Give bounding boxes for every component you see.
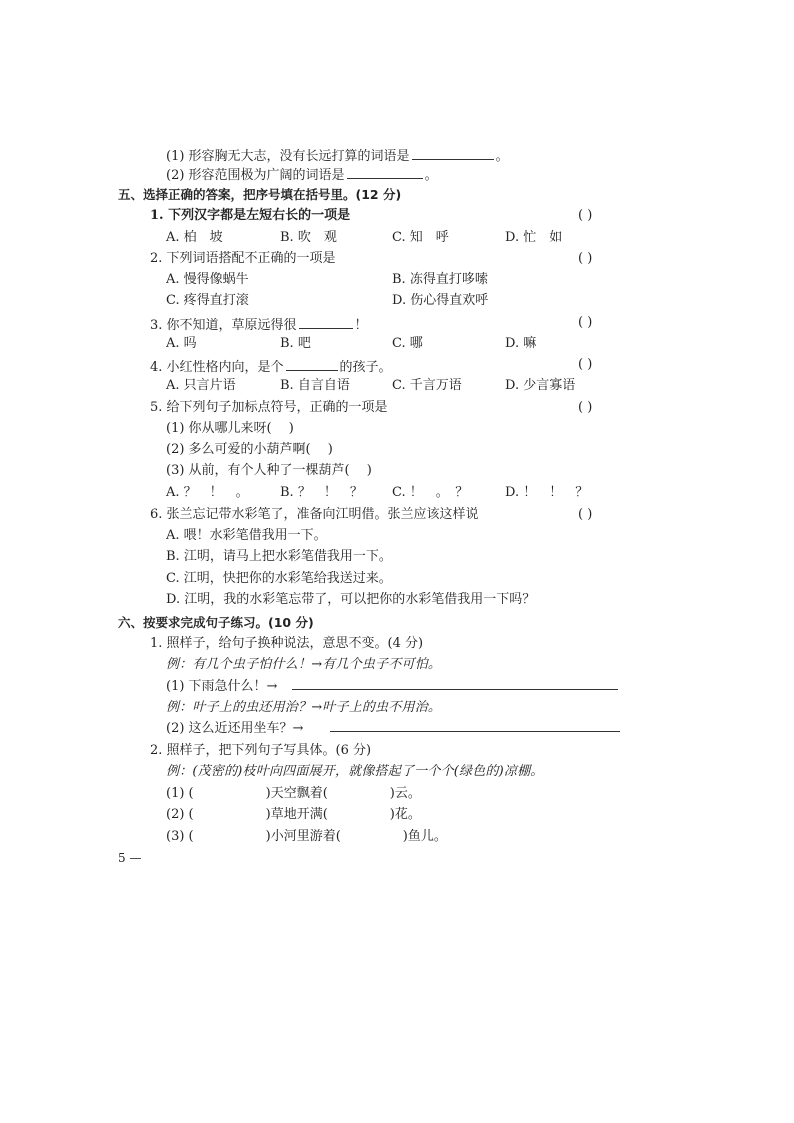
s6-q2-stem: 2. 照样子，把下列句子写具体。(6 分) [150, 743, 372, 758]
q3-answer-paren[interactable]: ( ) [578, 315, 593, 330]
answer-blank[interactable] [347, 165, 423, 179]
s6-q2-item-1 [166, 786, 421, 802]
q3-opt-c: C. 哪 [392, 336, 423, 351]
q4-opt-b: B. 自言自语 [280, 378, 350, 393]
fill-item-2-end: 。 [424, 168, 438, 183]
q4-stem [150, 357, 392, 376]
q1-stem-text: 1. 下列汉字都是左短右长的一项是 [150, 208, 351, 223]
q6-opt-d: D. 江明，我的水彩笔忘带了，可以把你的水彩笔借我用一下吗？ [166, 592, 536, 607]
q6-answer-paren[interactable]: ( ) [578, 507, 593, 522]
fill-item-1 [166, 146, 509, 165]
q2-answer-paren[interactable]: ( ) [578, 251, 593, 266]
section6-title: 六、按要求完成句子练习。(10 分) [118, 615, 314, 630]
fill-item-1-text: (1) 形容胸无大志，没有长远打算的词语是 [166, 149, 410, 164]
q2-opt-c: C. 疼得直打滚 [166, 293, 249, 308]
q3-stem-end: ！ [354, 318, 368, 333]
q6-opt-a: A. 喂！水彩笔借我用一下。 [166, 528, 327, 543]
q1-answer-paren[interactable]: ( ) [578, 208, 593, 223]
s6-q1-example-2: 例：叶子上的虫还用治？→叶子上的虫不用治。 [166, 700, 442, 715]
q5-sub-1: (1) 你从哪儿来呀( ) [166, 421, 294, 436]
item-middle-text: )天空飘着( [265, 786, 328, 801]
q6-stem: 6. 张兰忘记带水彩笔了，准备向江明借。张兰应该这样说 [150, 507, 479, 522]
q2-opt-a: A. 慢得像蜗牛 [166, 272, 249, 287]
s6-q1-stem: 1. 照样子，给句子换种说法，意思不变。(4 分) [150, 636, 424, 651]
q6-opt-c: C. 江明，快把你的水彩笔给我送过来。 [166, 571, 392, 586]
q4-stem-end: 的孩子。 [339, 360, 392, 375]
answer-blank[interactable] [286, 357, 338, 371]
fill-item-2-text: (2) 形容范围极为广阔的词语是 [166, 168, 345, 183]
q3-stem-text: 3. 你不知道，草原远得很 [150, 318, 297, 333]
q5-opt-c: C. ！ 。 ？ [392, 485, 469, 500]
s6-q1-item-1: (1) 下雨急什么！→ [166, 679, 278, 694]
item-open-paren: (3) ( [166, 829, 194, 844]
q5-stem: 5. 给下列句子加标点符号，正确的一项是 [150, 400, 388, 415]
q6-opt-b: B. 江明，请马上把水彩笔借我用一下。 [166, 549, 392, 564]
q1-stem [150, 208, 350, 224]
q2-opt-b: B. 冻得直打哆嗦 [392, 272, 488, 287]
q5-sub-2: (2) 多么可爱的小葫芦啊( ) [166, 442, 333, 457]
q3-opt-a: A. 吗 [166, 336, 197, 351]
q3-opt-d: D. 嘛 [505, 336, 537, 351]
q5-sub-3: (3) 从前，有个人种了一棵葫芦( ) [166, 463, 372, 478]
answer-blank[interactable] [299, 315, 353, 329]
fill-item-1-end: 。 [495, 149, 509, 164]
section5-title: 五、选择正确的答案，把序号填在括号里。(12 分) [118, 187, 402, 202]
q5-opt-a: A. ？ ！ 。 [166, 485, 249, 500]
q4-stem-text: 4. 小红性格内向，是个 [150, 360, 284, 375]
answer-blank[interactable] [412, 146, 494, 160]
q1-opt-d: D. 忙 如 [505, 230, 563, 245]
q5-opt-d: D. ！ ！ ？ [505, 485, 589, 500]
q1-opt-a: A. 柏 坡 [166, 230, 223, 245]
item-middle-text: )小河里游着( [265, 829, 341, 844]
q3-opt-b: B. 吧 [280, 336, 311, 351]
q4-opt-c: C. 千言万语 [392, 378, 462, 393]
q5-opt-b: B. ？ ！ ？ [280, 485, 363, 500]
q1-opt-c: C. 知 呼 [392, 230, 449, 245]
q5-answer-paren[interactable]: ( ) [578, 400, 593, 415]
item-end-text: )鱼儿。 [402, 829, 447, 844]
s6-q2-item-3 [166, 829, 447, 845]
q1-opt-b: B. 吹 观 [280, 230, 337, 245]
s6-q1-item-2: (2) 这么近还用坐车？→ [166, 721, 304, 736]
page-number: 5 — [118, 851, 142, 865]
q4-opt-d: D. 少言寡语 [505, 378, 576, 393]
q4-answer-paren[interactable]: ( ) [578, 357, 593, 372]
item-open-paren: (2) ( [166, 807, 194, 822]
item-end-text: )云。 [389, 786, 421, 801]
q3-stem [150, 315, 368, 334]
s6-q1-answer-line-2[interactable] [330, 731, 620, 732]
item-middle-text: )草地开满( [265, 807, 328, 822]
q2-stem: 2. 下列词语搭配不正确的一项是 [150, 251, 336, 266]
s6-q2-example: 例：(茂密的)枝叶向四面展开，就像搭起了一个个(绿色的)凉棚。 [166, 764, 544, 779]
s6-q1-example-1: 例：有几个虫子怕什么！→有几个虫子不可怕。 [166, 657, 442, 672]
item-open-paren: (1) ( [166, 786, 194, 801]
s6-q2-item-2 [166, 807, 421, 823]
item-end-text: )花。 [389, 807, 421, 822]
s6-q1-answer-line-1[interactable] [292, 689, 618, 690]
fill-item-2 [166, 165, 438, 184]
q4-opt-a: A. 只言片语 [166, 378, 236, 393]
q2-opt-d: D. 伤心得直欢呼 [392, 293, 489, 308]
